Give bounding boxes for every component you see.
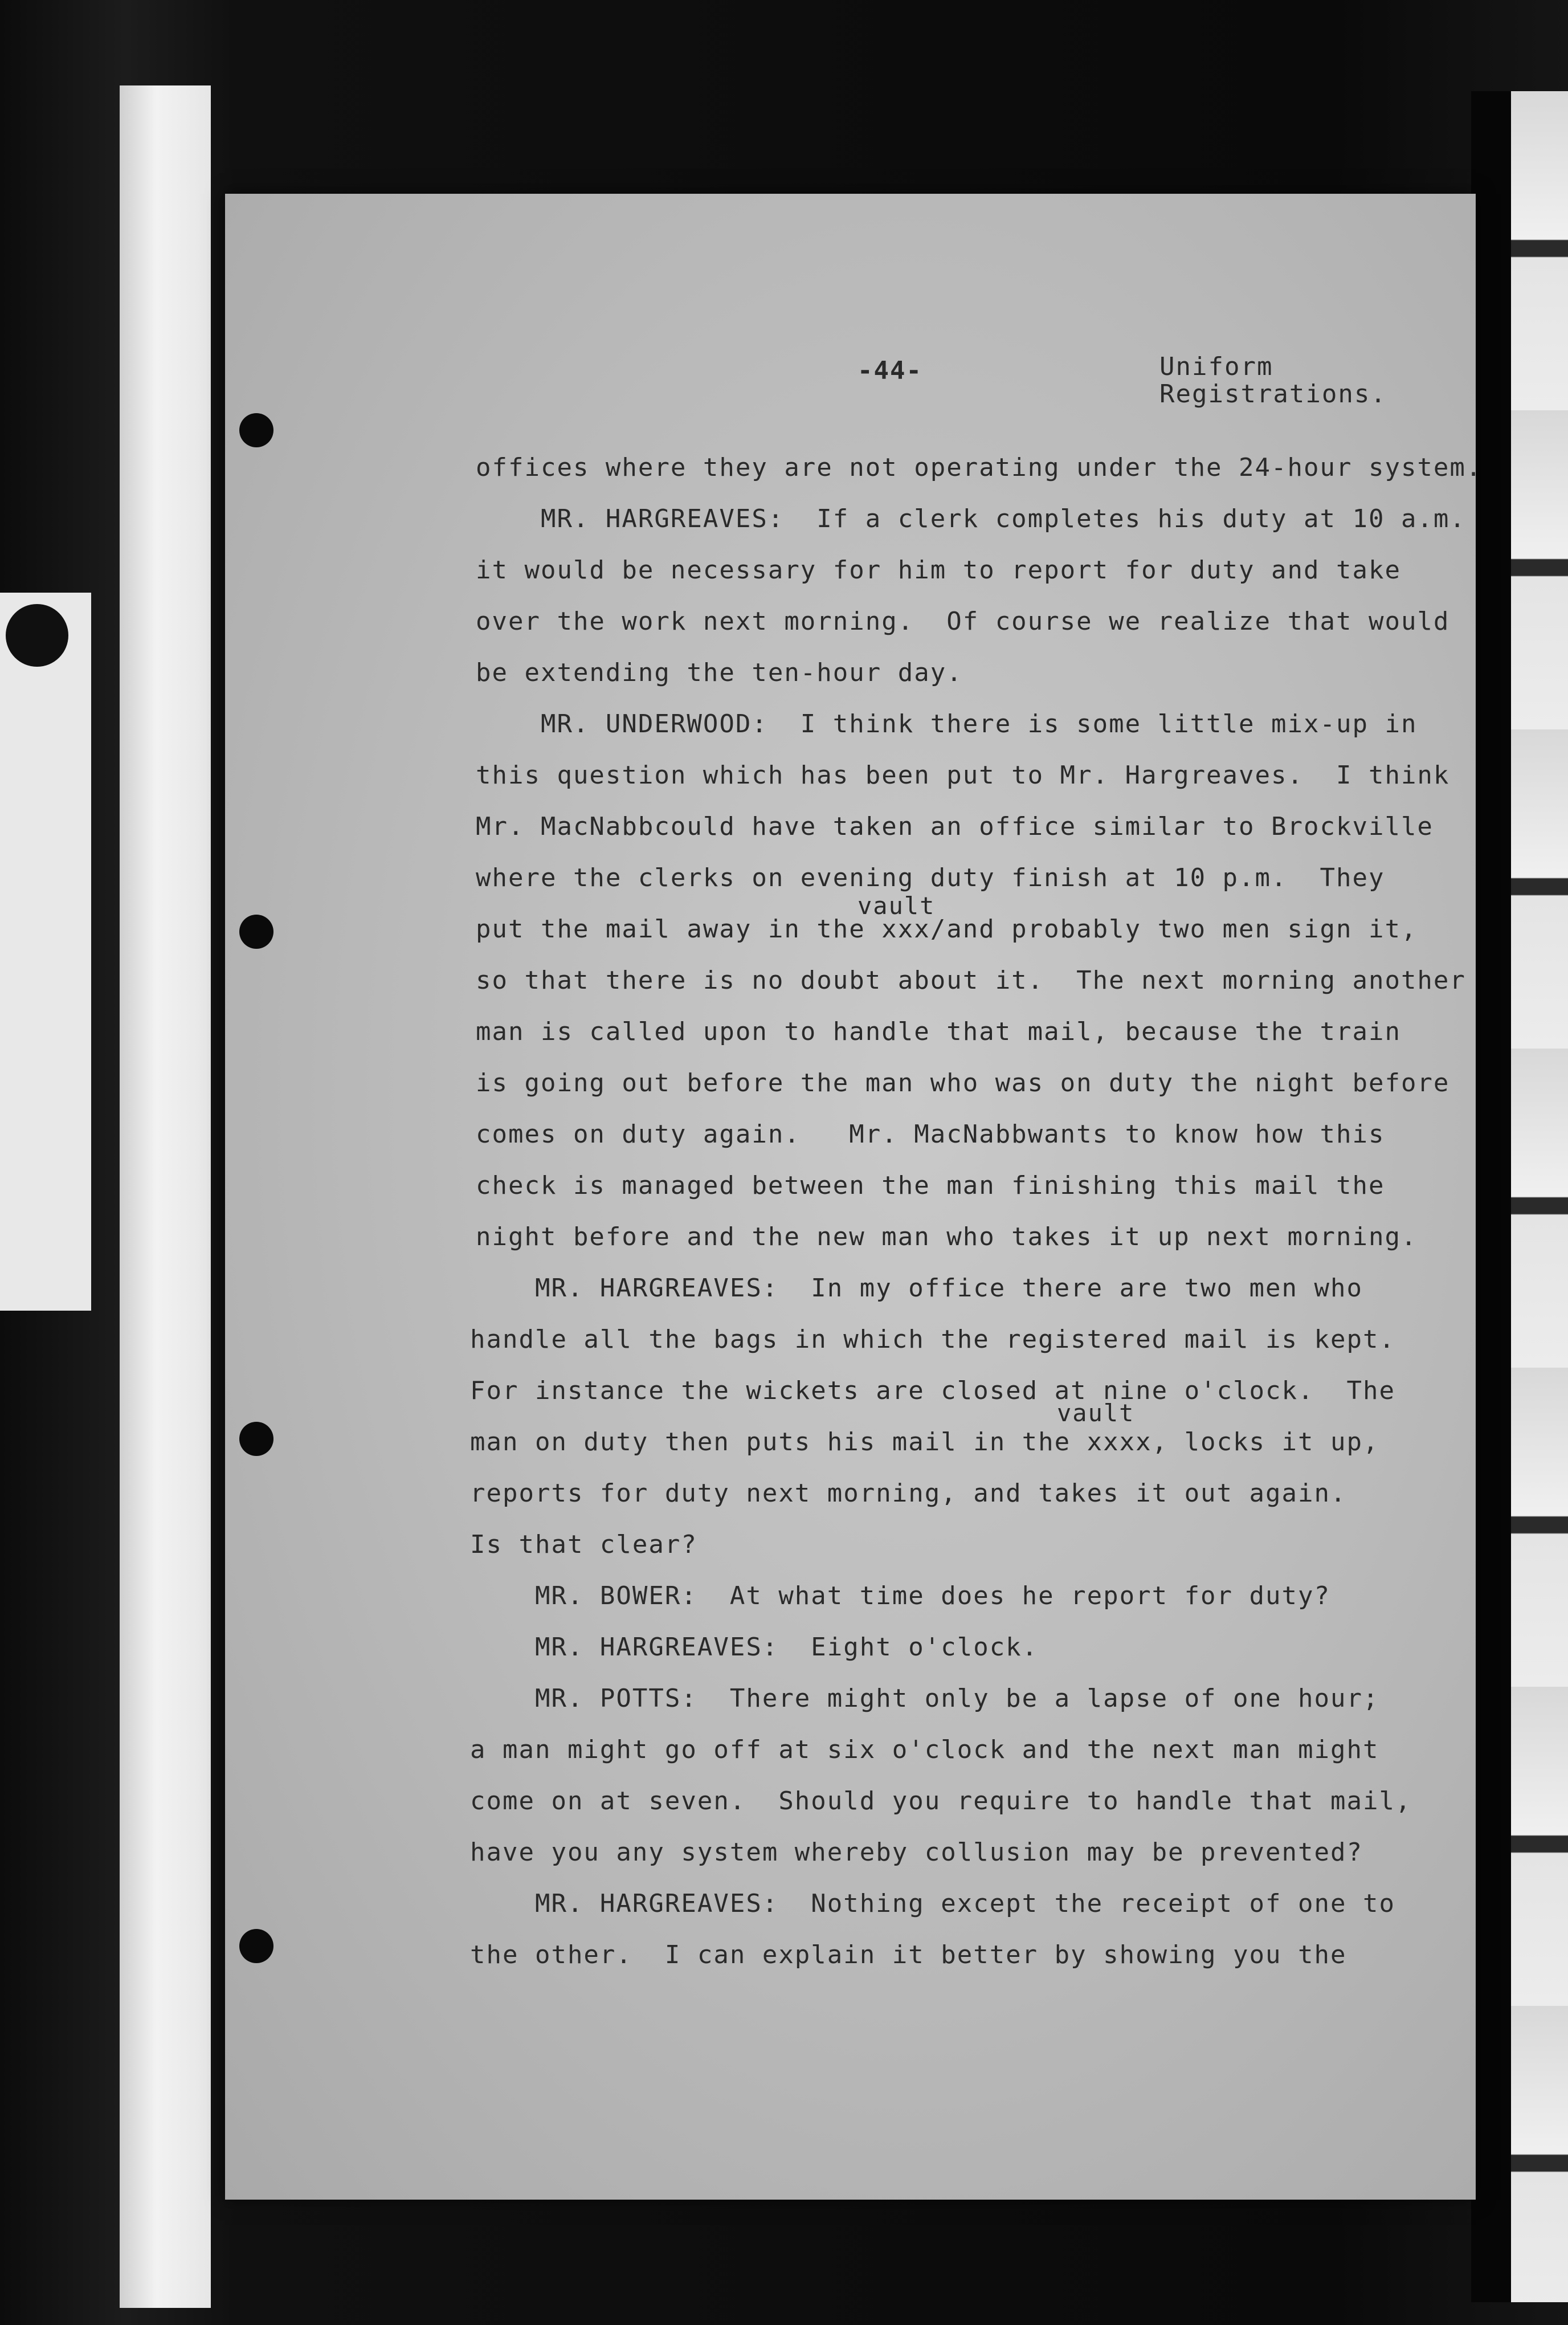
text-line: a man might go off at six o'clock and the next man might (470, 1735, 1379, 1764)
text-line: man on duty then puts his mail in the xxxx, locks it up, (470, 1427, 1379, 1457)
text-line: handle all the bags in which the registered mail is kept. (470, 1325, 1395, 1354)
text-line: is going out before the man who was on duty the night before (476, 1068, 1450, 1098)
text-line: have you any system whereby collusion may be prevented? (470, 1838, 1363, 1867)
text-line: comes on duty again. Mr. MacNabbwants to know how this (476, 1120, 1385, 1149)
text-line: over the work next morning. Of course we realize that would (476, 607, 1450, 636)
text-line: night before and the new man who takes it up next morning. (476, 1222, 1418, 1251)
text-line: reports for duty next morning, and takes it out again. (470, 1479, 1347, 1508)
film-tab-hole (6, 604, 68, 667)
document-header (1159, 353, 1387, 408)
typed-text-layer (225, 194, 1483, 2200)
text-line: man is called upon to handle that mail, because the train (476, 1017, 1401, 1046)
text-line: MR. BOWER: At what time does he report for duty? (470, 1581, 1330, 1610)
film-edge-strip-left (120, 85, 211, 2308)
film-edge-strip-right (1511, 91, 1568, 2302)
handwritten-insert-vault-2: vault (1057, 1399, 1135, 1427)
text-line: it would be necessary for him to report for duty and take (476, 556, 1401, 585)
document-page (225, 194, 1483, 2200)
text-line: come on at seven. Should you require to handle that mail, (470, 1786, 1412, 1816)
text-line: so that there is no doubt about it. The next morning another (476, 966, 1466, 995)
text-line: the other. I can explain it better by showing you the (470, 1940, 1347, 1969)
text-line: For instance the wickets are closed at nine o'clock. The (470, 1376, 1395, 1405)
text-line: MR. HARGREAVES: Nothing except the receipt of one to (470, 1889, 1395, 1918)
text-line: MR. HARGREAVES: If a clerk completes his duty at 10 a.m. (476, 504, 1466, 533)
text-line: where the clerks on evening duty finish at 10 p.m. They (476, 863, 1385, 892)
text-line: Is that clear? (470, 1530, 697, 1559)
text-line: put the mail away in the xxx/and probably two men sign it, (476, 915, 1418, 944)
text-line: be extending the ten-hour day. (476, 658, 963, 687)
header-line-1: Uniform (1159, 352, 1273, 381)
film-tab-left (0, 593, 91, 1311)
header-line-2: Registrations. (1159, 380, 1387, 409)
handwritten-insert-vault-1: vault (858, 892, 936, 920)
text-line: MR. POTTS: There might only be a lapse of one hour; (470, 1684, 1379, 1713)
text-line: MR. HARGREAVES: Eight o'clock. (470, 1633, 1039, 1662)
text-line: MR. HARGREAVES: In my office there are two men who (470, 1274, 1363, 1303)
text-line: check is managed between the man finishing this mail the (476, 1171, 1385, 1200)
text-line: this question which has been put to Mr. Hargreaves. I think (476, 761, 1450, 790)
text-line: offices where they are not operating under the 24-hour system. (476, 453, 1483, 482)
text-line: Mr. MacNabbcould have taken an office similar to Brockville (476, 812, 1434, 841)
film-edge-dark-right (1471, 91, 1511, 2302)
page-number: -44- (858, 356, 922, 385)
text-line: MR. UNDERWOOD: I think there is some little mix-up in (476, 709, 1418, 739)
